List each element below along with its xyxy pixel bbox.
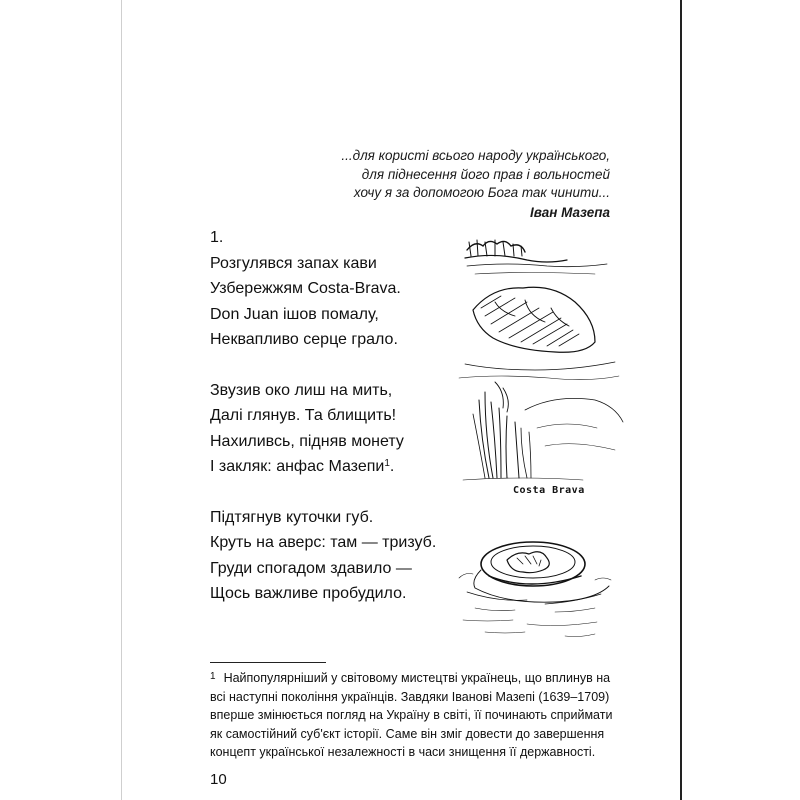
epigraph-author: Іван Мазепа bbox=[529, 204, 610, 220]
footnote-reference[interactable]: 1 bbox=[384, 458, 390, 469]
verse-line: Узбережжям Costa-Brava. bbox=[210, 280, 401, 297]
footnote-line: як самостійний суб'єкт історії. Саме він зміг довести до завершення bbox=[210, 726, 605, 741]
footnote-mark: 1 bbox=[210, 671, 216, 682]
verse-line: Груди спогадом здавило — bbox=[210, 559, 412, 577]
costa-brava-sketch bbox=[455, 232, 625, 502]
verse-line: Don Juan ішов помалу, bbox=[210, 305, 379, 323]
footnote-line: всі наступні покоління українців. Завдяки Іванові Мазепі (1639–1709) bbox=[210, 689, 610, 704]
verse-line: Розгулявся запах кави bbox=[210, 254, 377, 272]
footnote-text: Найпопулярніший у світовому мистецтві українець, що вплинув на bbox=[223, 671, 611, 685]
footnote-line bbox=[210, 668, 615, 688]
coin-drawing bbox=[455, 520, 625, 660]
verse-line: Звузив око лиш на мить, bbox=[210, 381, 393, 399]
footnote-line: концепт української незалежності в часи знищення її державності. bbox=[210, 745, 596, 759]
footnote-line: вперше змінюється погляд на Україну в світі, її починають сприймати bbox=[210, 708, 613, 722]
epigraph-line: ...для користі всього народу українського, bbox=[341, 148, 610, 163]
footnote bbox=[210, 668, 615, 762]
verse-text: І закляк: анфас Мазепи bbox=[210, 458, 385, 475]
epigraph-line: для піднесення його прав і вольностей bbox=[361, 166, 610, 182]
footnote-divider bbox=[210, 662, 326, 663]
verse-line: Круть на аверс: там — тризуб. bbox=[210, 534, 437, 551]
coin-sketch bbox=[455, 520, 625, 660]
verse-line: Нахиливсь, підняв монету bbox=[210, 432, 404, 450]
epigraph-line: хочу я за допомогою Бога так чинити... bbox=[353, 185, 610, 200]
verse-line-with-footnote: І закляк: анфас Мазепи$^1$. bbox=[210, 458, 395, 475]
sketch-caption: Costa Brava bbox=[513, 485, 585, 496]
verse-line: Далі глянув. Та блищить! bbox=[210, 407, 397, 424]
epigraph bbox=[250, 147, 610, 222]
poem-number: 1. bbox=[210, 229, 224, 246]
verse-line: Підтягнув куточки губ. bbox=[210, 508, 374, 526]
verse-line: Неквапливо серце грало. bbox=[210, 331, 398, 348]
page-number: 10 bbox=[210, 771, 227, 788]
verse-line: Щось важливе пробудило. bbox=[210, 585, 407, 602]
coastline-drawing bbox=[455, 232, 625, 502]
